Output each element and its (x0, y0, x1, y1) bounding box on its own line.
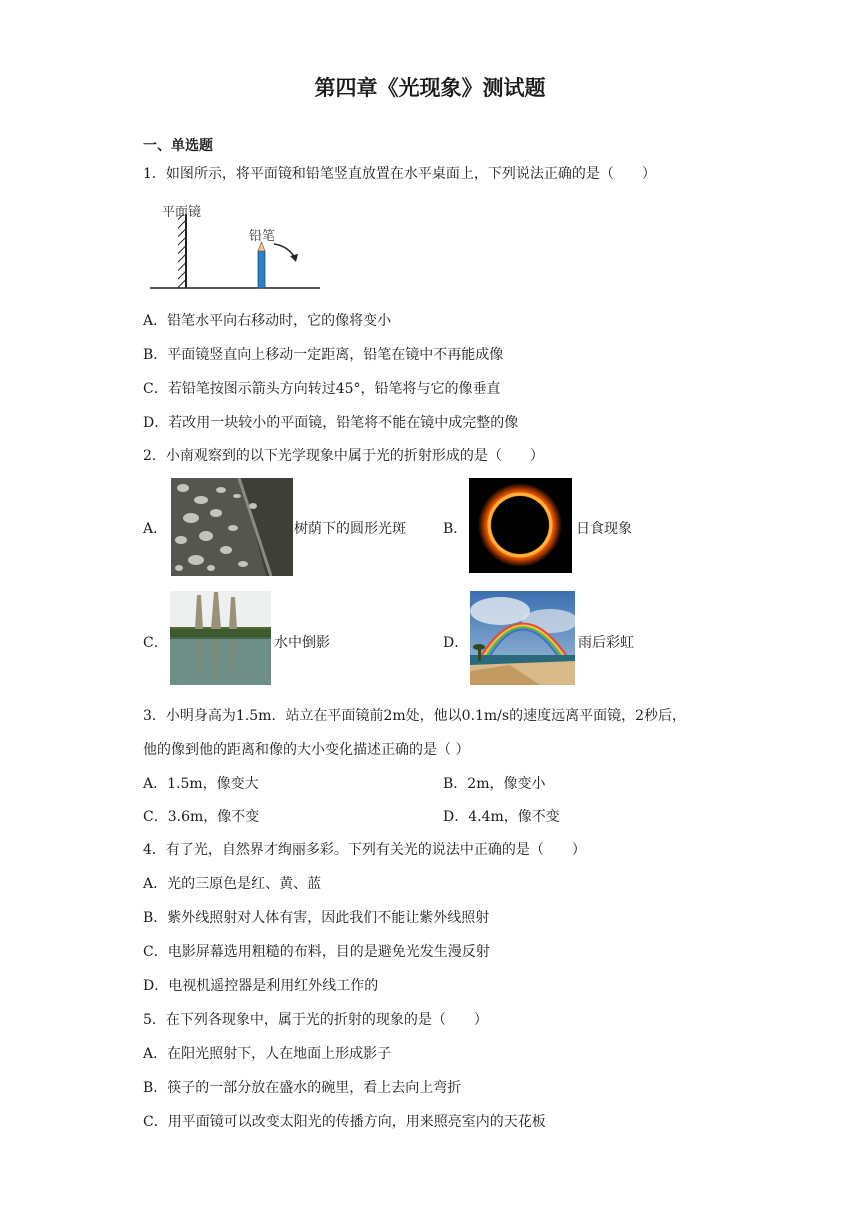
q2-option-d-letter: D． (443, 635, 469, 651)
q4-option-a: A．光的三原色是红、黄、蓝 (143, 876, 322, 892)
mirror-label: 平面镜 (162, 205, 202, 220)
pagoda-reflection-photo (170, 591, 271, 685)
question-1-stem: 1．如图所示，将平面镜和铅笔竖直放置在水平桌面上，下列说法正确的是（ ） (143, 166, 656, 182)
q1-option-b: B．平面镜竖直向上移动一定距离，铅笔在镜中不再能成像 (143, 347, 504, 363)
question-5-stem: 5．在下列各现象中，属于光的折射的现象的是（ ） (143, 1012, 488, 1028)
q1-option-c: C．若铅笔按图示箭头方向转过45°，铅笔将与它的像垂直 (143, 381, 501, 397)
q2-option-c-letter: C． (143, 635, 168, 651)
pencil-body (258, 251, 265, 288)
q1-option-d: D．若改用一块较小的平面镜，铅笔将不能在镜中成完整的像 (143, 415, 519, 431)
q5-option-b: B．筷子的一部分放在盛水的碗里，看上去向上弯折 (143, 1080, 462, 1096)
question-3-stem-line-1: 3．小明身高为1.5m．站立在平面镜前2m处，他以0.1m/s的速度远离平面镜，2秒后， (143, 708, 686, 724)
q2-option-b-caption: 日食现象 (576, 521, 632, 537)
arrow-head-icon (290, 254, 298, 262)
pencil-label: 铅笔 (249, 229, 276, 244)
q2-option-b-letter: B． (443, 521, 468, 537)
solar-eclipse-photo (469, 478, 572, 573)
q5-option-a: A．在阳光照射下，人在地面上形成影子 (143, 1046, 392, 1062)
mirror-hatching (178, 214, 186, 288)
q1-option-a: A．铅笔水平向右移动时，它的像将变小 (143, 313, 392, 329)
question-2-stem: 2．小南观察到的以下光学现象中属于光的折射形成的是（ ） (143, 448, 544, 464)
question-4-stem: 4．有了光，自然界才绚丽多彩。下列有关光的说法中正确的是（ ） (143, 842, 586, 858)
q3-option-d: D．4.4m，像不变 (443, 809, 560, 825)
q4-option-d: D．电视机遥控器是利用红外线工作的 (143, 978, 379, 994)
q3-option-c: C．3.6m，像不变 (143, 809, 260, 825)
question-3-stem-line-2: 他的像到他的距离和像的大小变化描述正确的是（ ） (143, 742, 470, 758)
q3-option-a: A．1.5m，像变大 (143, 776, 259, 792)
q4-option-b: B．紫外线照射对人体有害，因此我们不能让紫外线照射 (143, 910, 490, 926)
q5-option-c: C．用平面镜可以改变太阳光的传播方向，用来照亮室内的天花板 (143, 1114, 546, 1130)
tree-shade-photo (171, 478, 293, 576)
section-heading: 一、单选题 (143, 138, 213, 154)
q2-option-c-caption: 水中倒影 (274, 635, 330, 651)
rainbow-photo (470, 591, 575, 685)
q2-option-a-letter: A． (143, 521, 168, 537)
page-title: 第四章《光现象》测试题 (314, 76, 546, 100)
q2-option-d-caption: 雨后彩虹 (578, 635, 634, 651)
q2-option-a-caption: 树荫下的圆形光斑 (294, 521, 406, 537)
q3-option-b: B．2m，像变小 (443, 776, 546, 792)
q4-option-c: C．电影屏幕选用粗糙的布料，目的是避免光发生漫反射 (143, 944, 490, 960)
